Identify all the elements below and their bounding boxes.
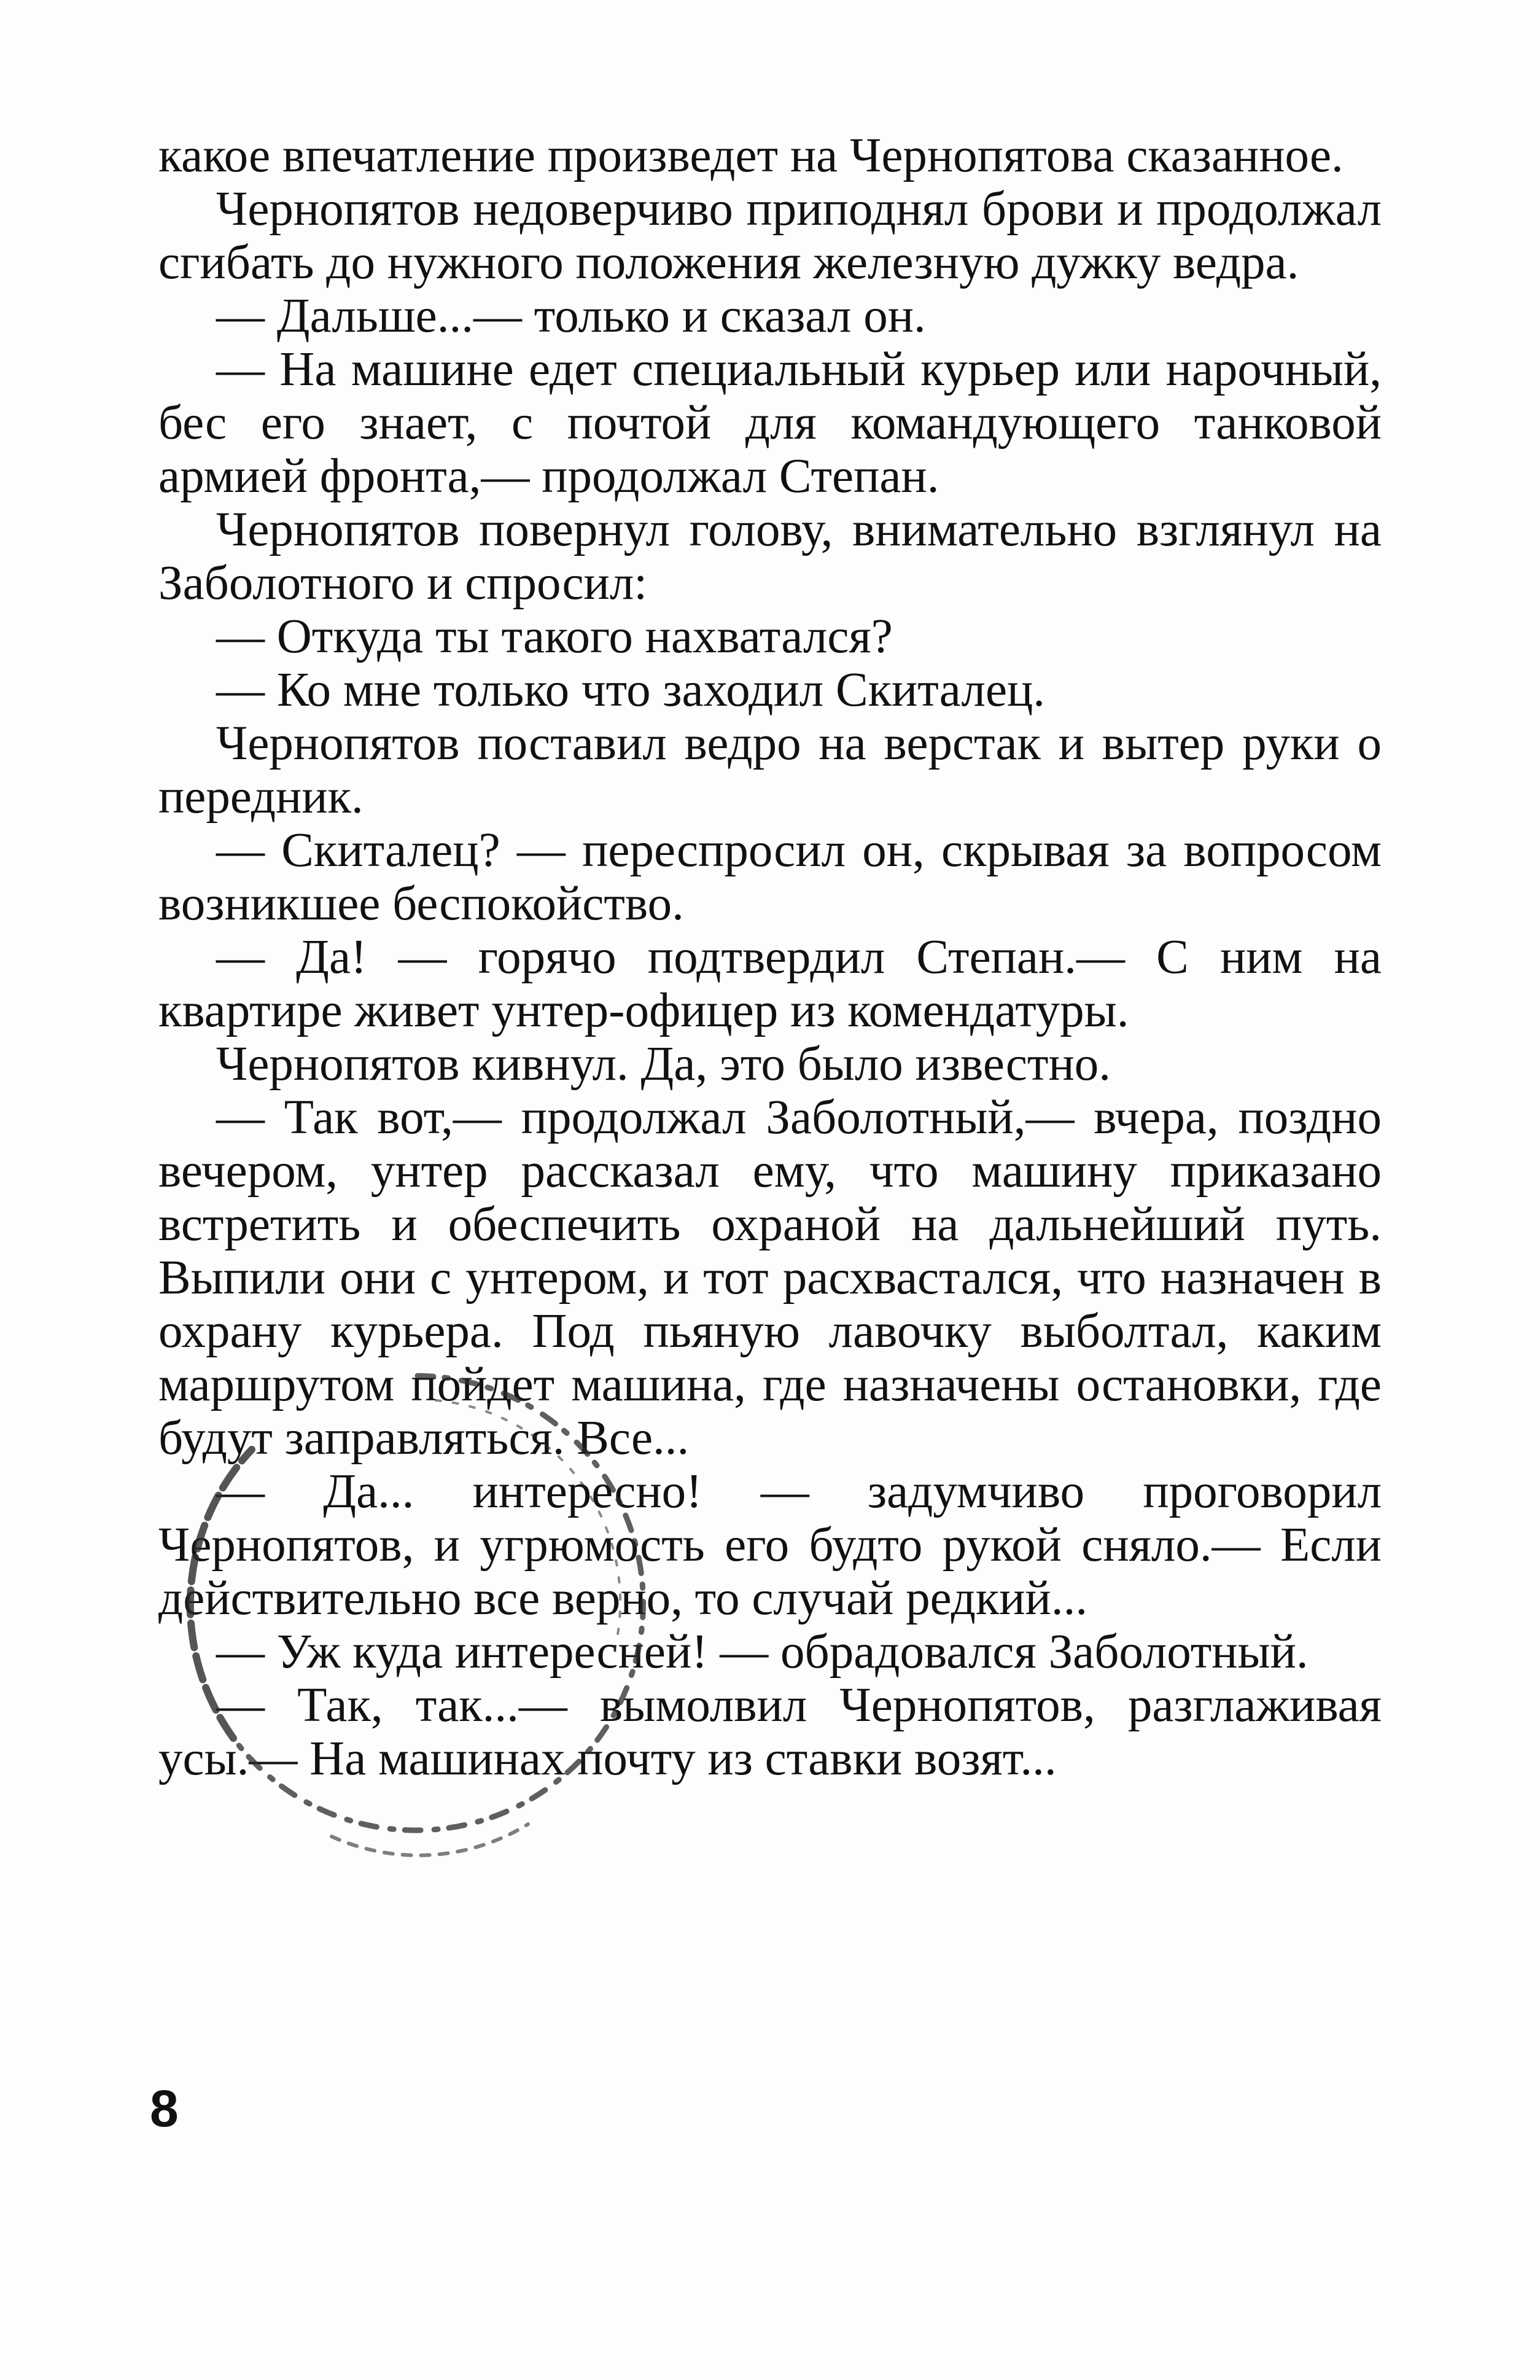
- paragraph: — Так, так...— вымолвил Чернопятов, разглаживая усы.— На машинах почту из ставки возят...: [158, 1679, 1382, 1785]
- paragraph: — Уж куда интересней! — обрадовался Заболотный.: [216, 1625, 1309, 1679]
- body-text: [158, 129, 1382, 1785]
- paragraph: — Да... интересно! — задумчиво проговорил Чернопятов, и угрюмость его будто рукой сняло.— Если действительно все верно, то случай редкий...: [158, 1465, 1382, 1625]
- paragraph: — Так вот,— продолжал Заболотный,— вчера, поздно вечером, унтер рассказал ему, что машину приказано встретить и обеспечить охраной на дальнейший путь. Выпили они с унтером, и тот расхвастался, что назначен в охрану курьера. Под пьяную лавочку выболтал, каким маршрутом пойдет машина, где назначены остановки, где будут заправляться. Все...: [158, 1091, 1382, 1465]
- paragraph: — Да! — горячо подтвердил Степан.— С ним на квартире живет унтер-офицер из комендатуры.: [158, 931, 1382, 1037]
- paragraph: Чернопятов повернул голову, внимательно взглянул на Заболотного и спросил:: [158, 503, 1382, 610]
- paragraph: — На машине едет специальный курьер или нарочный, бес его знает, с почтой для командующего танковой армией фронта,— продолжал Степан.: [158, 343, 1382, 503]
- paragraph: — Скиталец? — переспросил он, скрывая за вопросом возникшее беспокойство.: [158, 824, 1382, 931]
- page-number: 8: [150, 2080, 179, 2137]
- paragraph: Чернопятов кивнул. Да, это было известно.: [216, 1037, 1111, 1091]
- paragraph: — Ко мне только что заходил Скиталец.: [216, 663, 1046, 717]
- paragraph: Чернопятов поставил ведро на верстак и вытер руки о передник.: [158, 717, 1382, 824]
- paragraph: Чернопятов недоверчиво приподнял брови и продолжал сгибать до нужного положения железную дужку ведра.: [158, 182, 1382, 289]
- paragraph: какое впечатление произведет на Чернопятова сказанное.: [158, 129, 1344, 182]
- paragraph: — Дальше...— только и сказал он.: [216, 289, 926, 343]
- paragraph: — Откуда ты такого нахватался?: [216, 610, 893, 663]
